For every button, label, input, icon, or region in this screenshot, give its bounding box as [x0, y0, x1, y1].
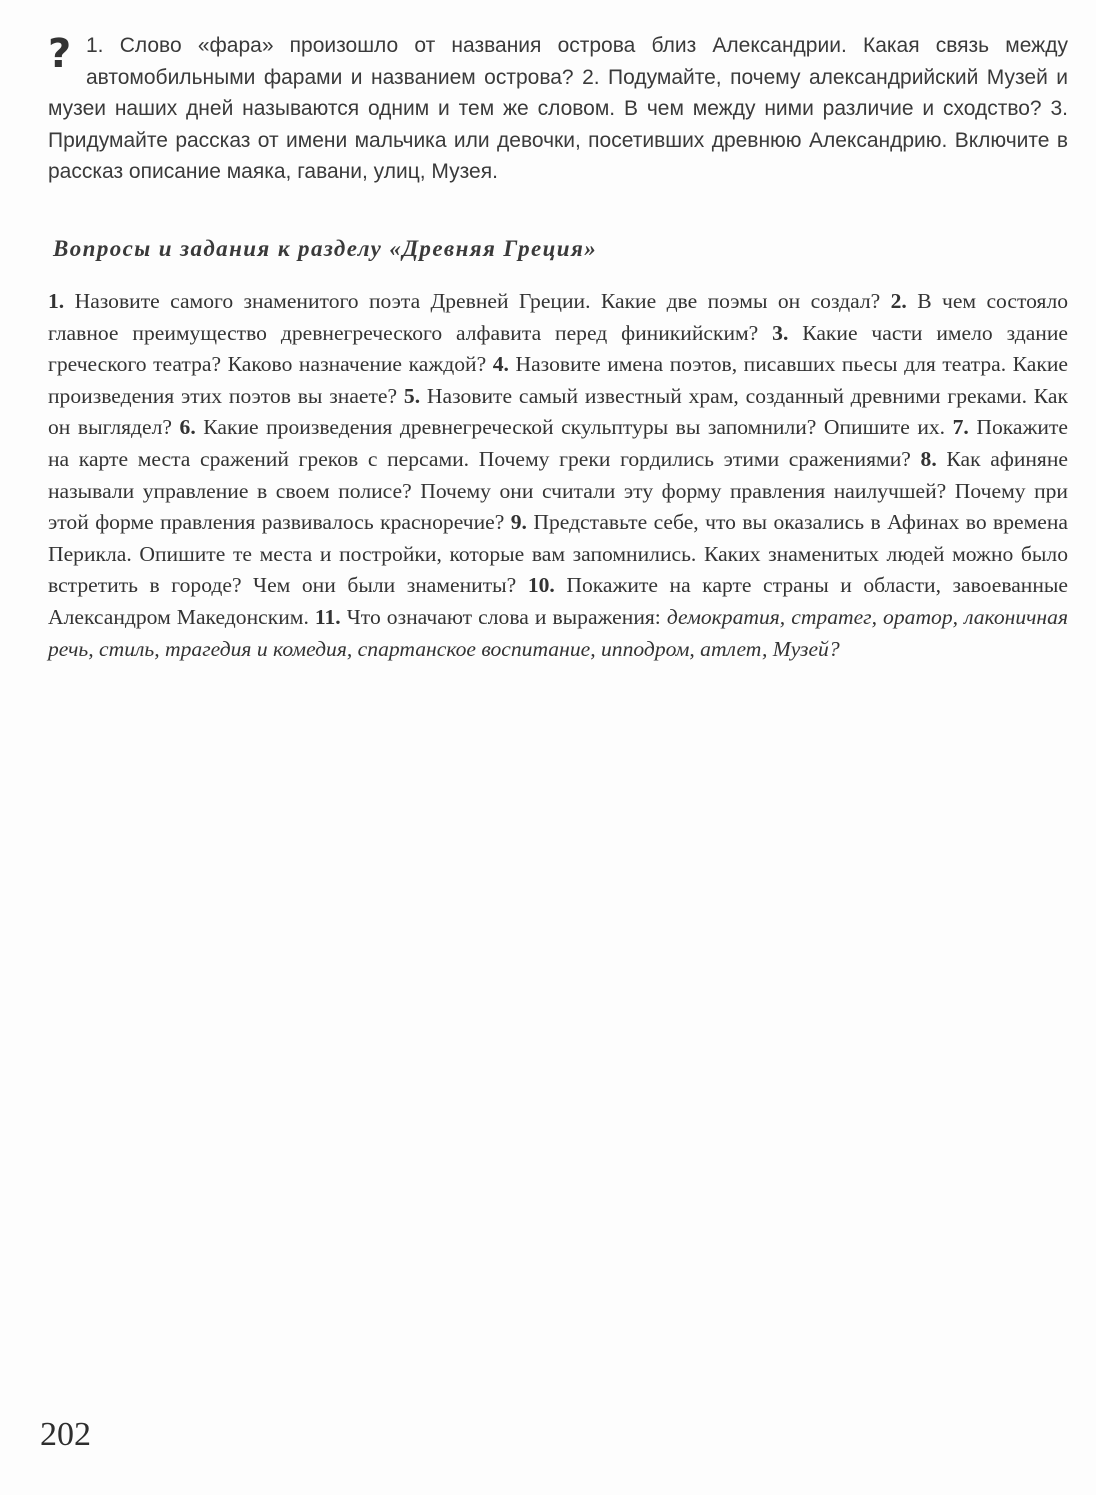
task-text: Как афиняне называли управление в своем полисе? Почему они считали эту форму правления наилучшей? Почему при этой форме правления развивалось красноречие?: [48, 446, 1069, 535]
task-text: Назовите самый известный храм, созданный древними греками. Как он выглядел?: [48, 383, 1068, 440]
task-text: Покажите на карте страны и области, завоеванные Александром Македонским.: [48, 573, 1069, 629]
task-number: 3.: [772, 320, 789, 345]
task-number: 5.: [403, 383, 421, 408]
task-text: Какие произведения древнегреческой скульптуры вы запомнили? Опишите их.: [203, 415, 946, 440]
task-text: Какие части имело здание греческого театра? Каково назначение каждой?: [48, 320, 1068, 377]
task-number: 1.: [48, 289, 65, 313]
task-number: 10.: [527, 573, 555, 598]
question-mark-icon: ?: [48, 31, 72, 77]
section-heading: Вопросы и задания к разделу «Древняя Греция»: [53, 236, 598, 261]
task-number: 2.: [890, 289, 907, 313]
task-text: Что означают слова и выражения:: [346, 604, 661, 629]
question-text: 1. Слово «фара» произошло от названия острова близ Александрии. Какая связь между автомобильными фарами и названием острова? 2. Подумайте, почему александрийский Музей и музеи наших дней называются одним и тем же словом. В чем между ними различие и сходство? 3. Придумайте рассказ от имени мальчика или девочки, посетивших древнюю Александрию. Включите в рассказ описание маяка, гавани, улиц, Музея.: [48, 34, 1068, 183]
task-number: 7.: [952, 415, 969, 440]
task-list: [48, 286, 1068, 665]
task-number: 6.: [179, 415, 196, 440]
task-number: 9.: [510, 510, 527, 535]
task-number: 4.: [492, 352, 509, 377]
task-text: Назовите имена поэтов, писавших пьесы для театра. Какие произведения этих поэтов вы знаете?: [48, 352, 1069, 408]
task-text: Назовите самого знаменитого поэта Древней Греции. Какие две поэмы он создал?: [74, 289, 881, 313]
task-terms: демократия, стратег, оратор, лаконичная речь, стиль, трагедия и комедия, спартанское воспитание, ипподром, атлет, Музей?: [48, 604, 1068, 661]
task-text: В чем состояло главное преимущество древнегреческого алфавита перед финикийским?: [48, 289, 1069, 345]
task-number: 8.: [920, 446, 937, 471]
task-number: 11.: [314, 604, 341, 629]
question-block: [48, 30, 1068, 188]
task-text: Покажите на карте места сражений греков с персами. Почему греки гордились этими сражениями?: [48, 415, 1068, 471]
page-number: 202: [40, 1416, 91, 1453]
task-text: Представьте себе, что вы оказались в Афинах во времена Перикла. Опишите те места и постройки, которые вам запомнились. Каких знаменитых людей можно было встретить в городе? Чем они были знамениты?: [48, 510, 1068, 598]
